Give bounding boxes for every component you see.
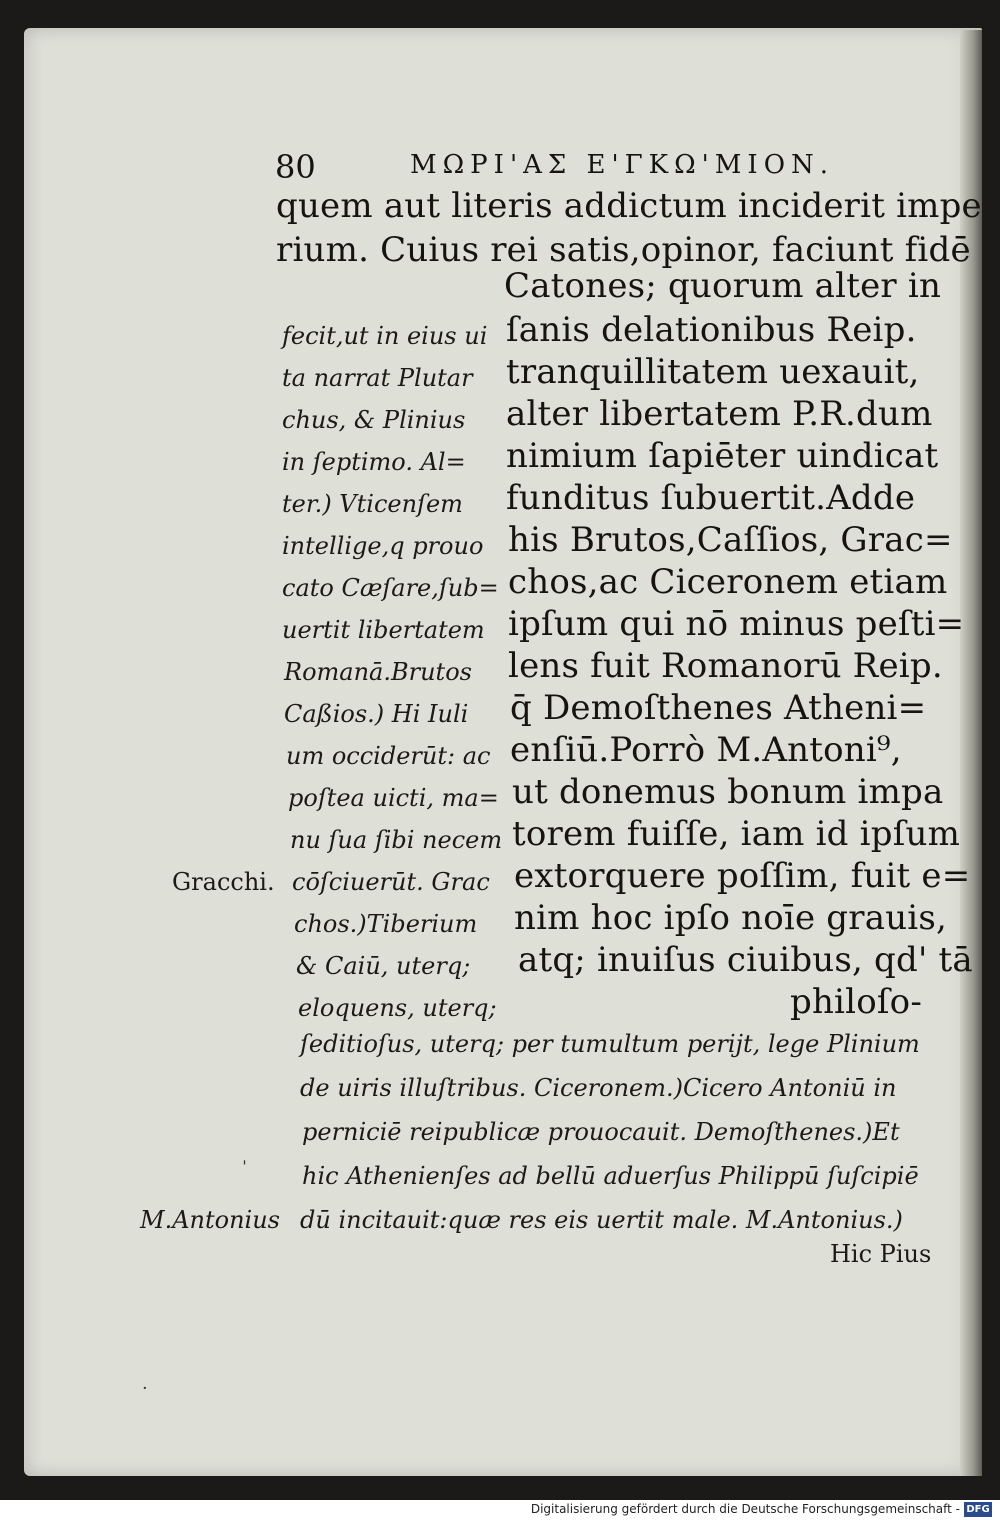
gloss-line: cōſciuerūt. Grac [292,868,490,896]
main-line: Catones; quorum alter in [504,266,942,306]
dfg-logo: DFG [964,1502,992,1517]
gloss-line: chos.)Tiberium [294,910,478,938]
gloss-line: poſtea uicti, ma= [288,784,499,812]
footer-credit: Digitalisierung gefördert durch die Deutsche Forschungsgemeinschaft - [530,1502,960,1516]
main-line: chos,ac Ciceronem etiam [508,562,948,602]
main-line: atq; inuiſus ciuibus, qd' tā [518,940,973,980]
main-line: ſanis delationibus Reip. [506,310,917,350]
main-line: enſiū.Porrò M.Antoni⁹, [510,730,902,770]
gloss-line: uertit libertatem [282,616,485,644]
side-label-antonius: M.Antonius [140,1206,280,1234]
gloss-line: fecit,ut in eius ui [282,322,488,350]
gloss-line: de uiris illuſtribus. Ciceronem.)Cicero Antoniū in [300,1074,897,1102]
main-line: nim hoc ipſo noīe grauis, [514,898,948,938]
gloss-line: cato Cæſare,ſub= [282,574,499,602]
main-line: quem aut literis addictum inciderit impe [276,186,982,226]
gloss-line: perniciē reipublicæ prouocauit. Demoſthenes.)Et [302,1118,900,1146]
main-line: extorquere poſſim, fuit e= [514,856,971,896]
side-label-gracchi: Gracchi. [172,868,275,896]
ink-speck: ˈ [242,1158,247,1179]
main-line: ut donemus bonum impa [512,772,944,812]
main-line: lens fuit Romanorū Reip. [508,646,943,686]
gloss-line: Romanā.Brutos [284,658,472,686]
gloss-line: ter.) Vticenſem [282,490,463,518]
gloss-line: & Caiū, uterq; [296,952,471,980]
page-number: 80 [275,148,316,186]
gloss-line: ſeditioſus, uterq; per tumultum perijt, lege Plinium [300,1030,920,1058]
main-line: funditus ſubuertit.Adde [506,478,916,518]
main-line: nimium ſapiēter uindicat [506,436,939,476]
gloss-line: ta narrat Plutar [282,364,473,392]
gloss-line: in ſeptimo. Al= [282,448,466,476]
gloss-line: nu ſua ſibi necem [290,826,503,854]
main-line: alter libertatem P.R.dum [506,394,933,434]
gloss-line: Caßios.) Hi Iuli [284,700,469,728]
main-line: rium. Cuius rei satis,opinor, faciunt fidē [276,230,971,270]
gloss-line: intellige,q prouo [282,532,484,560]
main-line: philoſo- [790,982,923,1022]
gloss-line: Hic Pius [830,1240,932,1268]
gloss-line: dū incitauit:quæ res eis uertit male. M.Antonius.) [300,1206,903,1234]
main-line: tranquillitatem uexauit, [506,352,920,392]
ink-speck: · [142,1378,148,1399]
main-line: q̄ Demoſthenes Atheni= [510,688,927,728]
gloss-line: hic Athenienſes ad bellū aduerſus Philippū ſuſcipiē [302,1162,919,1190]
running-head: ΜΩΡΙ'ΑΣ Ε'ΓΚΩ'ΜΙΟΝ. [410,150,835,180]
gloss-line: chus, & Plinius [282,406,466,434]
main-line: his Brutos,Caſſios, Grac= [508,520,953,560]
main-line: ipſum qui nō minus peſti= [508,604,965,644]
main-line: torem fuiſſe, iam id ipſum [512,814,961,854]
gloss-line: eloquens, uterq; [298,994,497,1022]
gloss-line: um occiderūt: ac [286,742,491,770]
